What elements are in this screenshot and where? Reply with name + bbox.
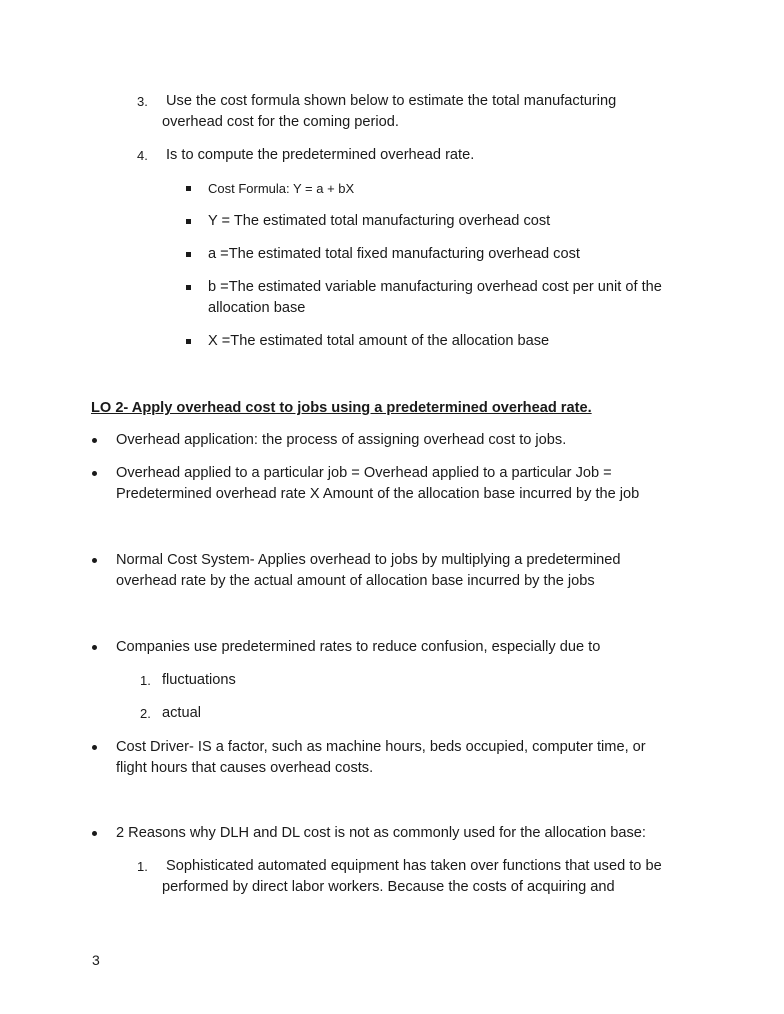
- page-number: 3: [92, 952, 100, 968]
- bullet-text: overhead rate by the actual amount of allocation base incurred by the jobs: [116, 573, 595, 589]
- bullet-text: Overhead applied to a particular job = Overhead applied to a particular Job =: [116, 465, 612, 481]
- bullet-text: Predetermined overhead rate X Amount of the allocation base incurred by the job: [116, 486, 640, 502]
- definition-text: Y = The estimated total manufacturing overhead cost: [208, 213, 551, 229]
- bullet-icon: [92, 558, 97, 563]
- definition-text: b =The estimated variable manufacturing overhead cost per unit of the: [208, 279, 662, 295]
- formula-text: Cost Formula: Y = a + bX: [208, 181, 355, 196]
- bullet-text: flight hours that causes overhead costs.: [116, 760, 374, 776]
- list-number: 4.: [137, 148, 148, 163]
- list-item-text: overhead cost for the coming period.: [162, 114, 399, 130]
- bullet-icon: [92, 645, 97, 650]
- list-number: 1.: [140, 673, 151, 688]
- definition-text: allocation base: [208, 300, 306, 316]
- bullet-icon: [92, 745, 97, 750]
- bullet-icon: [92, 471, 97, 476]
- square-bullet-icon: [186, 219, 191, 224]
- bullet-text: Normal Cost System- Applies overhead to jobs by multiplying a predetermined: [116, 552, 621, 568]
- square-bullet-icon: [186, 285, 191, 290]
- square-bullet-icon: [186, 252, 191, 257]
- definition-text: X =The estimated total amount of the allocation base: [208, 333, 550, 349]
- square-bullet-icon: [186, 186, 191, 191]
- square-bullet-icon: [186, 339, 191, 344]
- bullet-icon: [92, 438, 97, 443]
- list-item-text: Sophisticated automated equipment has taken over functions that used to be: [166, 858, 662, 874]
- list-item-text: performed by direct labor workers. Because the costs of acquiring and: [162, 879, 615, 895]
- bullet-icon: [92, 831, 97, 836]
- bullet-text: Companies use predetermined rates to reduce confusion, especially due to: [116, 639, 601, 655]
- bullet-text: Overhead application: the process of assigning overhead cost to jobs.: [116, 432, 567, 448]
- list-item-text: fluctuations: [162, 672, 236, 688]
- bullet-text: Cost Driver- IS a factor, such as machine hours, beds occupied, computer time, or: [116, 739, 646, 755]
- list-number: 3.: [137, 94, 148, 109]
- list-item-text: Is to compute the predetermined overhead rate.: [166, 147, 475, 163]
- list-number: 2.: [140, 706, 151, 721]
- definition-text: a =The estimated total fixed manufacturing overhead cost: [208, 246, 580, 262]
- list-item-text: actual: [162, 705, 201, 721]
- section-heading: LO 2- Apply overhead cost to jobs using a predetermined overhead rate.: [91, 400, 592, 416]
- bullet-text: 2 Reasons why DLH and DL cost is not as commonly used for the allocation base:: [116, 825, 646, 841]
- list-number: 1.: [137, 859, 148, 874]
- list-item-text: Use the cost formula shown below to estimate the total manufacturing: [166, 93, 617, 109]
